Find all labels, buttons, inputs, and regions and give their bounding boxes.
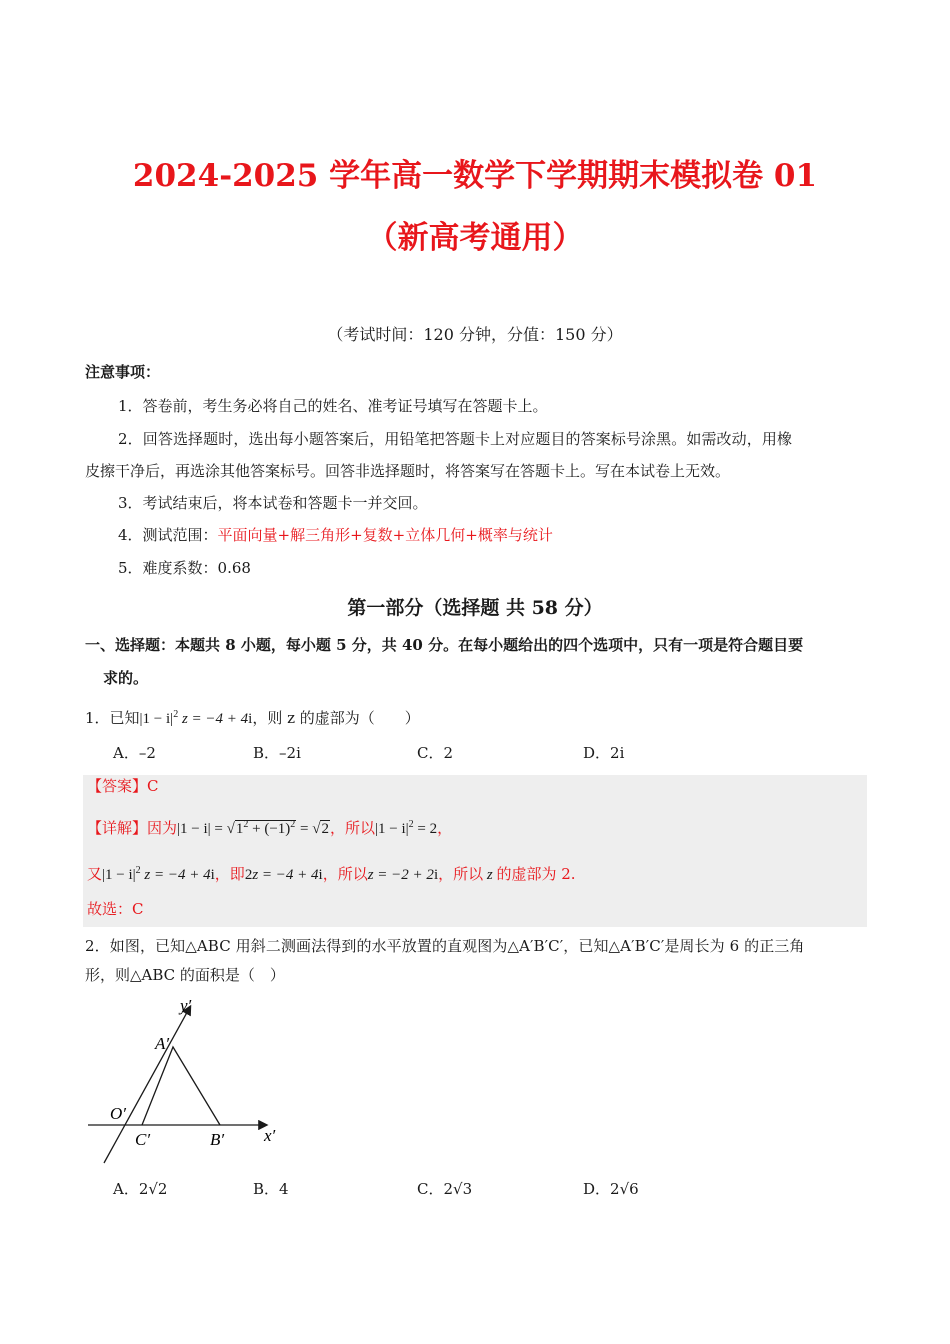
- q1-detail-line1: 【详解】因为$|1 - i| = √1^2 + (-1)^2 = √2$，所以$|1 - i|^2 = 2$，: [87, 819, 453, 837]
- q2-option-c: C．2√3: [417, 1180, 473, 1198]
- notes-item-2-line1: 2．回答选择题时，选出每小题答案后，用铅笔把答题卡上对应题目的答案标号涂黑。如需改动，用橡: [118, 430, 793, 448]
- section-instructions-line2: 求的。: [103, 669, 149, 687]
- label-o: O′: [110, 1104, 126, 1123]
- label-b: B′: [210, 1130, 225, 1149]
- notes-heading: 注意事项：: [85, 363, 161, 381]
- notes-item-4: [118, 524, 553, 546]
- q2-stem-line1: 2．如图，已知△ABC 用斜二测画法得到的水平放置的直观图为△A′B′C′，已知△A′B′C′是周长为 6 的正三角: [85, 937, 805, 955]
- section-instructions-line1: 一、选择题：本题共 8 小题，每小题 5 分，共 40 分。在每小题给出的四个选项中，只有一项是符合题目要: [85, 636, 804, 654]
- q1-detail-eq2: $|1 - i|^2 = 2$: [375, 819, 438, 837]
- label-x: x′: [264, 1126, 276, 1145]
- label-y: y′: [180, 996, 192, 1015]
- triangle: [142, 1047, 220, 1125]
- notes-item-1: 1．答卷前，考生务必将自己的姓名、准考证号填写在答题卡上。: [118, 397, 548, 415]
- q2-option-b: B．4: [253, 1180, 289, 1198]
- answer-box: [83, 775, 867, 927]
- doc-title-line1: 2024-2025 学年高一数学下学期期末模拟卷 01: [132, 158, 818, 194]
- notes-item-5: 5．难度系数：0.68: [118, 559, 251, 577]
- q1-equation: $|1 - i|^2$ z = −4 + 4i: [139, 709, 253, 727]
- exam-info: （考试时间：120 分钟，分值：150 分）: [327, 325, 623, 344]
- q1-line2-a: 又: [87, 865, 103, 883]
- q1-stem: [85, 704, 420, 730]
- notes-item-2-line2: 皮擦干净后，再选涂其他答案标号。回答非选择题时，将答案写在答题卡上。写在本试卷上无效。: [85, 462, 731, 480]
- q1-line2-eq1: $|1 - i|^2$ z = −4 + 4i: [102, 865, 215, 883]
- q2-stem-line2: 形，则△ABC 的面积是（ ）: [85, 966, 285, 984]
- q1-answer: 【答案】C: [87, 777, 159, 795]
- q1-line2-eq2: 2z = −4 + 4i: [244, 867, 323, 883]
- q1-detail-eq1: $|1 - i| = √1^2 + (-1)^2 = √2$: [177, 819, 329, 837]
- q1-detail-line2: 又$|1 - i|^2$ z = −4 + 4i，即2z = −4 + 4i，所以z = −2 + 2i，所以 z 的虚部为 2.: [87, 865, 576, 883]
- q1-option-b: B．–2i: [253, 744, 301, 762]
- q1-detail-text2: ，所以: [329, 819, 375, 837]
- q2-figure: [80, 995, 300, 1170]
- q2-option-a: A．2√2: [113, 1180, 168, 1198]
- q1-line2-eq3: z = −2 + 2i: [367, 867, 439, 883]
- notes-item-3: 3．考试结束后，将本试卷和答题卡一并交回。: [118, 494, 428, 512]
- part1-heading: 第一部分（选择题 共 58 分）: [347, 597, 603, 619]
- label-c: C′: [135, 1130, 151, 1149]
- q1-line2-d: ，所以: [438, 865, 484, 883]
- q1-option-c: C．2: [417, 744, 454, 762]
- q1-line2-b: ，即: [214, 865, 245, 883]
- q1-line2-c: ，所以: [322, 865, 368, 883]
- q2-option-d: D．2√6: [583, 1180, 639, 1198]
- doc-title-line2: （新高考通用）: [366, 220, 584, 256]
- q1-detail-label: 【详解】: [87, 819, 148, 837]
- q1-line2-e: 的虚部为 2.: [496, 865, 576, 883]
- q1-option-a: A．–2: [113, 744, 156, 762]
- q1-option-d: D．2i: [583, 744, 625, 762]
- q1-detail-text1: 因为: [147, 819, 178, 837]
- q1-prefix: 1．已知: [85, 709, 140, 727]
- notes-item-4-scope: 平面向量+解三角形+复数+立体几何+概率与统计: [217, 526, 553, 544]
- q1-conclusion: 故选：C: [87, 900, 144, 918]
- label-a: A′: [155, 1034, 170, 1053]
- notes-item-4-label: 4．测试范围：: [118, 526, 218, 544]
- q1-suffix: ，则 z 的虚部为（ ）: [252, 709, 420, 727]
